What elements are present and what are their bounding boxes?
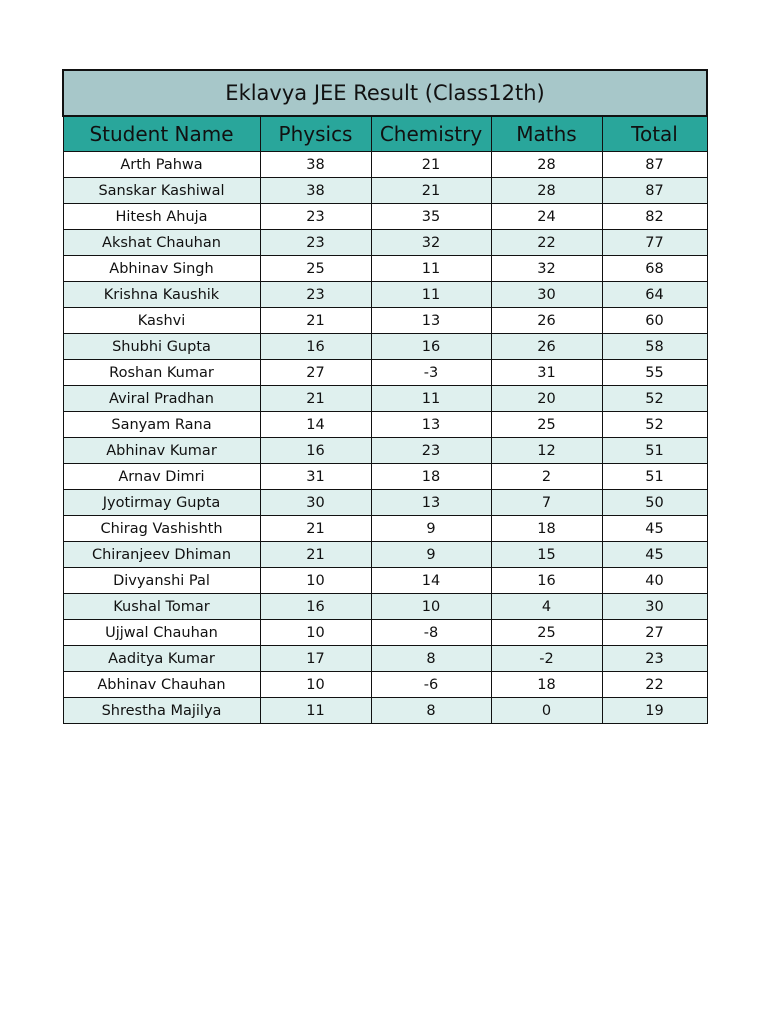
cell-total: 30	[602, 594, 707, 620]
cell-chemistry: 23	[371, 438, 491, 464]
cell-student-name: Abhinav Chauhan	[63, 672, 260, 698]
results-table	[62, 69, 708, 724]
cell-total: 87	[602, 152, 707, 178]
cell-chemistry: 11	[371, 386, 491, 412]
cell-maths: 15	[491, 542, 602, 568]
cell-physics: 16	[260, 594, 371, 620]
result-sheet	[62, 69, 706, 724]
table-row	[63, 464, 707, 490]
cell-chemistry: 11	[371, 282, 491, 308]
cell-physics: 23	[260, 204, 371, 230]
cell-physics: 30	[260, 490, 371, 516]
cell-maths: 4	[491, 594, 602, 620]
cell-total: 55	[602, 360, 707, 386]
cell-student-name: Kushal Tomar	[63, 594, 260, 620]
table-row	[63, 516, 707, 542]
table-row	[63, 152, 707, 178]
cell-total: 77	[602, 230, 707, 256]
cell-total: 68	[602, 256, 707, 282]
cell-total: 60	[602, 308, 707, 334]
cell-total: 52	[602, 412, 707, 438]
cell-chemistry: -3	[371, 360, 491, 386]
cell-maths: 25	[491, 620, 602, 646]
cell-total: 52	[602, 386, 707, 412]
table-row	[63, 230, 707, 256]
cell-student-name: Jyotirmay Gupta	[63, 490, 260, 516]
cell-physics: 23	[260, 282, 371, 308]
column-header-physics: Physics	[260, 116, 371, 152]
column-header-chemistry: Chemistry	[371, 116, 491, 152]
cell-total: 40	[602, 568, 707, 594]
cell-student-name: Shrestha Majilya	[63, 698, 260, 724]
cell-student-name: Roshan Kumar	[63, 360, 260, 386]
cell-student-name: Krishna Kaushik	[63, 282, 260, 308]
cell-total: 23	[602, 646, 707, 672]
cell-physics: 11	[260, 698, 371, 724]
cell-student-name: Aviral Pradhan	[63, 386, 260, 412]
cell-physics: 38	[260, 152, 371, 178]
cell-physics: 21	[260, 542, 371, 568]
cell-maths: 30	[491, 282, 602, 308]
table-row	[63, 412, 707, 438]
cell-total: 45	[602, 542, 707, 568]
header-row	[63, 116, 707, 152]
cell-chemistry: 8	[371, 698, 491, 724]
table-body	[63, 152, 707, 724]
cell-maths: 20	[491, 386, 602, 412]
cell-total: 58	[602, 334, 707, 360]
cell-chemistry: 9	[371, 516, 491, 542]
cell-student-name: Chiranjeev Dhiman	[63, 542, 260, 568]
cell-chemistry: 9	[371, 542, 491, 568]
cell-student-name: Akshat Chauhan	[63, 230, 260, 256]
cell-student-name: Sanskar Kashiwal	[63, 178, 260, 204]
table-row	[63, 646, 707, 672]
cell-maths: 32	[491, 256, 602, 282]
cell-chemistry: 35	[371, 204, 491, 230]
cell-maths: 25	[491, 412, 602, 438]
cell-student-name: Divyanshi Pal	[63, 568, 260, 594]
cell-physics: 21	[260, 516, 371, 542]
cell-student-name: Chirag Vashishth	[63, 516, 260, 542]
cell-maths: 18	[491, 672, 602, 698]
cell-student-name: Arnav Dimri	[63, 464, 260, 490]
cell-chemistry: 16	[371, 334, 491, 360]
cell-total: 51	[602, 464, 707, 490]
column-header-maths: Maths	[491, 116, 602, 152]
cell-student-name: Abhinav Kumar	[63, 438, 260, 464]
cell-maths: 31	[491, 360, 602, 386]
table-row	[63, 620, 707, 646]
cell-maths: 24	[491, 204, 602, 230]
column-header-total: Total	[602, 116, 707, 152]
cell-physics: 38	[260, 178, 371, 204]
table-row	[63, 178, 707, 204]
cell-student-name: Sanyam Rana	[63, 412, 260, 438]
table-row	[63, 386, 707, 412]
table-row	[63, 490, 707, 516]
cell-total: 19	[602, 698, 707, 724]
cell-total: 22	[602, 672, 707, 698]
cell-chemistry: 13	[371, 412, 491, 438]
cell-physics: 31	[260, 464, 371, 490]
cell-physics: 23	[260, 230, 371, 256]
cell-maths: 28	[491, 152, 602, 178]
cell-student-name: Hitesh Ahuja	[63, 204, 260, 230]
cell-maths: 0	[491, 698, 602, 724]
cell-physics: 21	[260, 308, 371, 334]
cell-chemistry: 21	[371, 178, 491, 204]
cell-chemistry: -6	[371, 672, 491, 698]
cell-maths: 26	[491, 334, 602, 360]
table-row	[63, 308, 707, 334]
cell-chemistry: 10	[371, 594, 491, 620]
title-row	[63, 70, 707, 116]
column-header-student-name: Student Name	[63, 116, 260, 152]
cell-chemistry: 13	[371, 490, 491, 516]
cell-physics: 16	[260, 334, 371, 360]
cell-maths: 22	[491, 230, 602, 256]
cell-student-name: Ujjwal Chauhan	[63, 620, 260, 646]
cell-chemistry: 18	[371, 464, 491, 490]
cell-physics: 10	[260, 620, 371, 646]
cell-physics: 21	[260, 386, 371, 412]
cell-maths: 7	[491, 490, 602, 516]
table-row	[63, 360, 707, 386]
cell-student-name: Arth Pahwa	[63, 152, 260, 178]
cell-student-name: Abhinav Singh	[63, 256, 260, 282]
cell-student-name: Shubhi Gupta	[63, 334, 260, 360]
cell-total: 27	[602, 620, 707, 646]
cell-physics: 17	[260, 646, 371, 672]
cell-physics: 10	[260, 672, 371, 698]
cell-chemistry: 11	[371, 256, 491, 282]
table-title: Eklavya JEE Result (Class12th)	[63, 70, 707, 116]
cell-total: 87	[602, 178, 707, 204]
cell-total: 50	[602, 490, 707, 516]
table-row	[63, 594, 707, 620]
cell-chemistry: 32	[371, 230, 491, 256]
cell-physics: 14	[260, 412, 371, 438]
cell-total: 51	[602, 438, 707, 464]
cell-chemistry: -8	[371, 620, 491, 646]
table-row	[63, 542, 707, 568]
table-row	[63, 438, 707, 464]
cell-chemistry: 8	[371, 646, 491, 672]
cell-maths: 18	[491, 516, 602, 542]
cell-maths: 26	[491, 308, 602, 334]
cell-maths: -2	[491, 646, 602, 672]
cell-chemistry: 21	[371, 152, 491, 178]
cell-total: 64	[602, 282, 707, 308]
table-row	[63, 204, 707, 230]
table-row	[63, 568, 707, 594]
cell-student-name: Aaditya Kumar	[63, 646, 260, 672]
cell-chemistry: 13	[371, 308, 491, 334]
cell-total: 45	[602, 516, 707, 542]
cell-physics: 16	[260, 438, 371, 464]
cell-maths: 28	[491, 178, 602, 204]
cell-physics: 27	[260, 360, 371, 386]
cell-maths: 2	[491, 464, 602, 490]
cell-chemistry: 14	[371, 568, 491, 594]
table-row	[63, 334, 707, 360]
table-row	[63, 672, 707, 698]
table-row	[63, 256, 707, 282]
cell-maths: 12	[491, 438, 602, 464]
table-row	[63, 282, 707, 308]
cell-physics: 25	[260, 256, 371, 282]
cell-total: 82	[602, 204, 707, 230]
table-row	[63, 698, 707, 724]
cell-physics: 10	[260, 568, 371, 594]
cell-student-name: Kashvi	[63, 308, 260, 334]
cell-maths: 16	[491, 568, 602, 594]
